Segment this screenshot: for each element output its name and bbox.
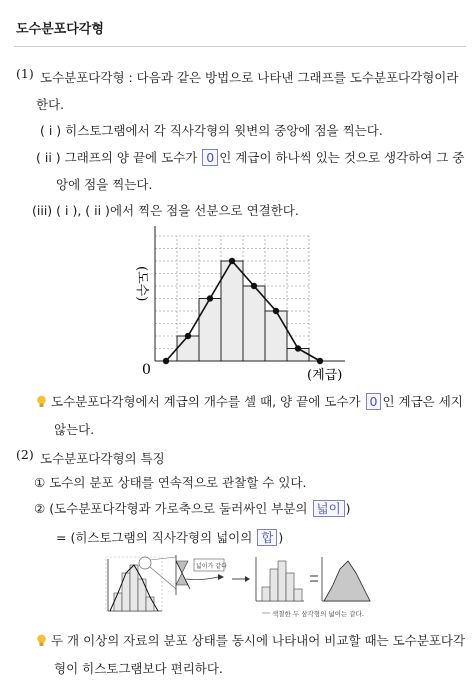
tip-2-line1 bbox=[36, 631, 465, 649]
tip-1-text-b: 인 계급은 세지 bbox=[382, 394, 463, 409]
feature-1 bbox=[34, 473, 306, 491]
section-1-number: (1) bbox=[16, 66, 34, 81]
diagram-zoom-inset bbox=[176, 555, 227, 595]
lightbulb-icon bbox=[36, 634, 47, 647]
answer-box-area: 넓이 bbox=[313, 500, 345, 517]
polygon-point bbox=[185, 333, 191, 339]
polygon-point bbox=[295, 345, 301, 351]
tip-2-text-a: 두 개 이상의 자료의 분포 상태를 동시에 나타내어 비교할 때는 도수분포다각 bbox=[51, 633, 466, 648]
polygon-point bbox=[229, 258, 235, 264]
frequency-polygon-chart bbox=[0, 222, 474, 382]
step-ii bbox=[36, 148, 464, 166]
histogram-bar bbox=[177, 336, 199, 361]
polygon-point bbox=[317, 358, 323, 364]
step-iii-text: ( i ), ( ii )에서 찍은 점을 선분으로 연결한다. bbox=[56, 203, 299, 218]
step-i-mark: ( i ) bbox=[40, 123, 62, 138]
tip-1-line2: 않는다. bbox=[54, 422, 95, 437]
feature-2 bbox=[34, 499, 351, 517]
section-2-number: (2) bbox=[16, 447, 34, 462]
title-divider bbox=[14, 46, 466, 47]
y-axis-label: (도수) bbox=[134, 266, 149, 302]
diagram-middle-histogram bbox=[256, 557, 304, 601]
step-iii bbox=[32, 201, 299, 219]
answer-box-sum: 합 bbox=[257, 529, 277, 546]
feature-2-text-b: ) bbox=[345, 501, 351, 516]
step-iii-mark: (iii) bbox=[32, 203, 53, 218]
step-ii-line2: 앙에 점을 찍는다. bbox=[56, 177, 153, 192]
area-equivalence-diagram bbox=[0, 553, 474, 625]
section-2-heading: 도수분포다각형의 특징 bbox=[40, 451, 165, 466]
step-ii-mark: ( ii ) bbox=[36, 150, 61, 165]
equation-text-b: ) bbox=[278, 530, 284, 545]
feature-1-mark: ① bbox=[34, 475, 46, 490]
histogram-bar bbox=[243, 286, 265, 361]
lightbulb-icon bbox=[36, 395, 47, 408]
step-ii-text-b: 인 계급이 하나씩 있는 것으로 생각하여 그 중 bbox=[219, 150, 465, 165]
tip-2-line2: 형이 히스토그램보다 편리하다. bbox=[54, 661, 223, 676]
diagram-equals-sign bbox=[310, 576, 318, 581]
tip-1-answer-box: 0 bbox=[366, 393, 382, 410]
feature-1-text: 도수의 분포 상태를 연속적으로 관찰할 수 있다. bbox=[49, 475, 307, 490]
diagram-left-histogram bbox=[106, 557, 176, 611]
histogram-bar bbox=[221, 261, 243, 361]
feature-2-text-a: (도수분포다각형과 가로축으로 둘러싸인 부분의 bbox=[49, 501, 308, 516]
section-1-line1: 도수분포다각형 : 다음과 같은 방법으로 나타낸 그래프를 도수분포다각형이라 bbox=[40, 70, 459, 85]
tip-1-line1 bbox=[36, 392, 463, 410]
answer-box-zero: 0 bbox=[202, 149, 218, 166]
page-title: 도수분포다각형 bbox=[16, 22, 104, 37]
step-ii-text-a: 그래프의 양 끝에 도수가 bbox=[64, 150, 198, 165]
section-1-line2: 한다. bbox=[36, 97, 65, 112]
origin-label: 0 bbox=[142, 362, 151, 378]
diagram-arrow-icon bbox=[232, 576, 250, 582]
feature-2-mark: ② bbox=[34, 501, 46, 516]
step-i-text: 히스토그램에서 각 직사각형의 윗변의 중앙에 점을 찍는다. bbox=[65, 123, 383, 138]
polygon-point bbox=[207, 295, 213, 301]
polygon-point bbox=[273, 308, 279, 314]
polygon-point bbox=[251, 283, 257, 289]
diagram-right-polygon bbox=[322, 557, 370, 601]
equation-text-a: = (히스토그램의 직사각형의 넓이의 bbox=[56, 530, 253, 545]
histogram-bar bbox=[265, 311, 287, 361]
feature-2-equation bbox=[56, 528, 283, 546]
diagram-caption: 색칠한 두 삼각형의 넓이는 같다. bbox=[272, 610, 364, 618]
histogram-bar bbox=[199, 299, 221, 362]
polygon-point bbox=[163, 358, 169, 364]
step-i bbox=[40, 121, 383, 139]
tip-1-text-a: 도수분포다각형에서 계급의 개수를 셀 때, 양 끝에 도수가 bbox=[51, 394, 361, 409]
diagram-callout: 넓이가 같다 bbox=[196, 563, 227, 570]
x-axis-label: (계급) bbox=[307, 368, 343, 382]
